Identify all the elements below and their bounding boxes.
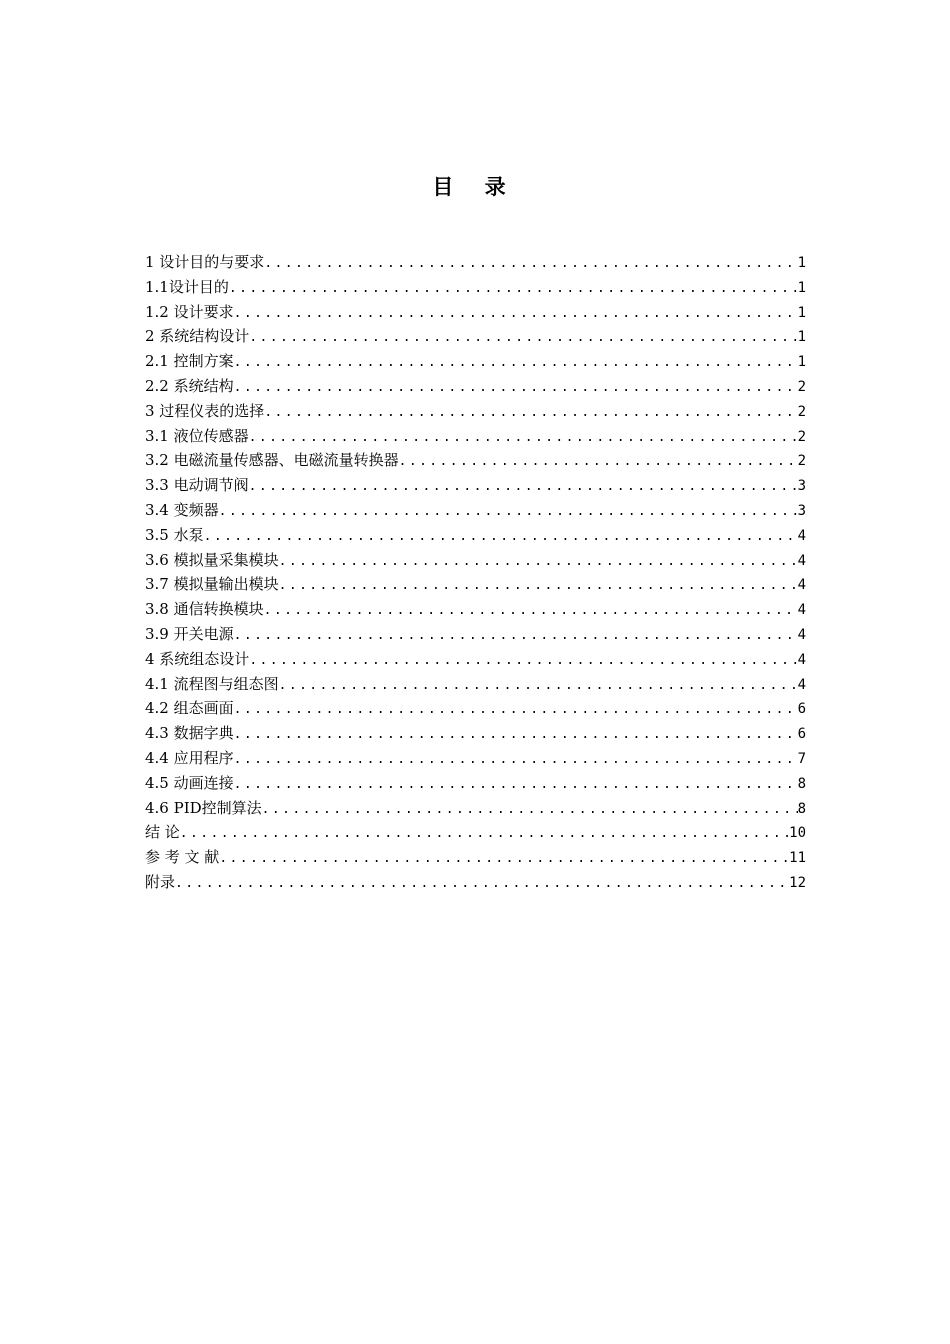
toc-leader-dots [229,277,798,302]
toc-leader-dots [219,847,789,872]
toc-leader-dots [249,649,797,674]
toc-entry-label: 3.7 模拟量输出模块 [145,575,279,594]
toc-leader-dots [204,525,798,550]
toc-entry[interactable] [145,622,806,647]
toc-entry-page: 1 [797,279,806,296]
toc-leader-dots [249,426,798,451]
toc-leader-dots [175,872,789,897]
toc-entry-label: 3.3 电动调节阀 [145,476,249,495]
toc-entry[interactable] [145,424,806,449]
toc-entry-label: 1 设计目的与要求 [145,253,265,271]
toc-entry[interactable] [145,820,806,845]
toc-entry-label: 4.6 PID控制算法 [145,798,262,817]
toc-entry-label: 3.8 通信转换模块 [145,600,264,619]
toc-entry-label: 附录 [145,872,176,891]
toc-entry-label: 3.4 变频器 [145,500,219,519]
toc-entry-page: 2 [797,378,806,395]
toc-leader-dots [180,822,789,847]
toc-entry[interactable] [145,696,806,721]
toc-entry-page: 2 [797,428,806,445]
toc-entry-label: 4.4 应用程序 [145,748,234,767]
toc-leader-dots [234,748,798,773]
toc-leader-dots [264,252,797,277]
toc-leader-dots [234,723,798,748]
toc-leader-dots [249,326,797,351]
toc-entry-page: 1 [797,255,806,271]
toc-entry-page: 1 [797,354,806,371]
toc-entry[interactable] [145,746,806,771]
toc-entry[interactable] [145,374,806,399]
toc-leader-dots [279,550,798,575]
toc-entry[interactable] [145,349,806,374]
toc-entry[interactable] [145,324,806,349]
toc-entry-label: 4.3 数据字典 [145,724,234,743]
toc-entry-page: 1 [797,329,806,346]
toc-entry-page: 1 [797,304,806,321]
toc-entry-label: 1.1设计目的 [145,277,229,296]
toc-entry-label: 结 论 [145,823,180,842]
toc-entry[interactable] [145,870,806,895]
toc-entry-label: 3.2 电磁流量传感器、电磁流量转换器 [145,451,399,470]
toc-entry-page: 4 [797,527,806,544]
toc-entry[interactable] [145,796,806,821]
toc-entry-label: 2 系统结构设计 [145,327,250,346]
toc-entry-page: 4 [797,676,806,693]
toc-entry[interactable] [145,647,806,672]
toc-entry[interactable] [145,473,806,498]
toc-leader-dots [262,798,798,823]
toc-entry-page: 8 [797,775,806,792]
toc-leader-dots [264,401,797,426]
toc-entry-page: 7 [797,750,806,767]
toc-entry-label: 3.6 模拟量采集模块 [145,550,279,569]
toc-entry-label: 3.9 开关电源 [145,624,234,643]
toc-entry-page: 6 [797,726,806,743]
toc-entry-page: 4 [797,602,806,619]
toc-entry-label: 4.5 动画连接 [145,773,234,792]
toc-entry-page: 2 [797,403,806,420]
toc-entry[interactable] [145,771,806,796]
toc-entry-page: 8 [797,800,806,817]
toc-entry[interactable] [145,523,806,548]
toc-entry-page: 6 [797,701,806,718]
toc-entry-page: 4 [797,626,806,643]
toc-leader-dots [234,302,798,327]
toc-entry[interactable] [145,845,806,870]
toc-entry[interactable] [145,250,806,275]
toc-entry[interactable] [145,300,806,325]
toc-entry-label: 4.2 组态画面 [145,699,234,718]
toc-entry[interactable] [145,448,806,473]
toc-entry-page: 11 [789,850,806,867]
toc-leader-dots [219,500,798,525]
toc-entry-label: 4.1 流程图与组态图 [145,674,279,693]
toc-entry-label: 4 系统组态设计 [145,649,250,668]
toc-entry-label: 2.1 控制方案 [145,352,234,371]
toc-entry[interactable] [145,721,806,746]
toc-leader-dots [234,698,798,723]
toc-entry-label: 参 考 文 献 [145,848,220,867]
toc-entry[interactable] [145,597,806,622]
toc-title: 目 录 [432,175,518,199]
toc-entry-label: 3.1 液位传感器 [145,426,249,445]
toc-entry-page: 12 [789,874,806,891]
toc-entry-label: 2.2 系统结构 [145,376,234,395]
table-of-contents [145,250,806,895]
toc-entry-page: 3 [797,502,806,519]
toc-entry-label: 1.2 设计要求 [145,302,234,321]
toc-leader-dots [264,599,798,624]
toc-leader-dots [234,376,798,401]
toc-entry[interactable] [145,672,806,697]
toc-leader-dots [234,351,798,376]
toc-entry[interactable] [145,548,806,573]
toc-entry-page: 4 [797,552,806,569]
toc-entry-page: 2 [797,453,806,470]
toc-entry-label: 3.5 水泵 [145,525,204,544]
toc-entry-label: 3 过程仪表的选择 [145,401,265,420]
toc-leader-dots [234,624,798,649]
toc-entry-page: 4 [797,577,806,594]
toc-leader-dots [279,574,798,599]
toc-entry-page: 10 [789,825,806,842]
toc-entry-page: 4 [797,651,806,668]
toc-leader-dots [234,773,798,798]
toc-leader-dots [279,674,798,699]
toc-entry-page: 3 [797,478,806,495]
toc-entry[interactable] [145,399,806,424]
toc-entry[interactable] [145,498,806,523]
toc-entry[interactable] [145,572,806,597]
toc-leader-dots [249,475,798,500]
toc-entry[interactable] [145,275,806,300]
toc-leader-dots [399,450,798,475]
